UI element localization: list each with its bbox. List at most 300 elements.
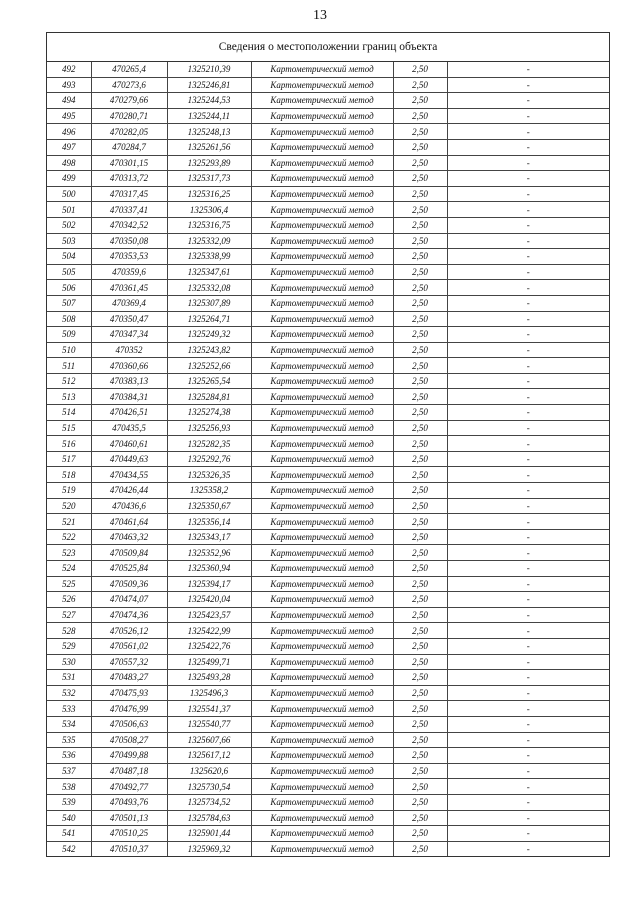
y-coordinate-cell: 1325734,52 bbox=[167, 794, 251, 810]
accuracy-cell: 2,50 bbox=[393, 638, 447, 654]
x-coordinate-cell: 470483,27 bbox=[91, 670, 167, 686]
point-number-cell: 536 bbox=[47, 748, 91, 764]
method-cell: Картометрический метод bbox=[251, 483, 393, 499]
y-coordinate-cell: 1325338,99 bbox=[167, 249, 251, 265]
accuracy-cell: 2,50 bbox=[393, 467, 447, 483]
accuracy-cell: 2,50 bbox=[393, 389, 447, 405]
description-cell: - bbox=[447, 514, 609, 530]
description-cell: - bbox=[447, 451, 609, 467]
y-coordinate-cell: 1325307,89 bbox=[167, 295, 251, 311]
x-coordinate-cell: 470282,05 bbox=[91, 124, 167, 140]
description-cell: - bbox=[447, 841, 609, 856]
table-row bbox=[47, 826, 609, 842]
table-row bbox=[47, 748, 609, 764]
point-number-cell: 525 bbox=[47, 576, 91, 592]
x-coordinate-cell: 470460,61 bbox=[91, 436, 167, 452]
table-row bbox=[47, 342, 609, 358]
x-coordinate-cell: 470474,36 bbox=[91, 607, 167, 623]
accuracy-cell: 2,50 bbox=[393, 498, 447, 514]
x-coordinate-cell: 470435,5 bbox=[91, 420, 167, 436]
accuracy-cell: 2,50 bbox=[393, 264, 447, 280]
point-number-cell: 520 bbox=[47, 498, 91, 514]
description-cell: - bbox=[447, 358, 609, 374]
accuracy-cell: 2,50 bbox=[393, 186, 447, 202]
accuracy-cell: 2,50 bbox=[393, 670, 447, 686]
point-number-cell: 527 bbox=[47, 607, 91, 623]
method-cell: Картометрический метод bbox=[251, 654, 393, 670]
accuracy-cell: 2,50 bbox=[393, 841, 447, 856]
x-coordinate-cell: 470426,44 bbox=[91, 483, 167, 499]
point-number-cell: 495 bbox=[47, 108, 91, 124]
y-coordinate-cell: 1325316,75 bbox=[167, 217, 251, 233]
accuracy-cell: 2,50 bbox=[393, 436, 447, 452]
table-row bbox=[47, 545, 609, 561]
description-cell: - bbox=[447, 202, 609, 218]
table-row bbox=[47, 483, 609, 499]
point-number-cell: 537 bbox=[47, 763, 91, 779]
description-cell: - bbox=[447, 763, 609, 779]
table-row bbox=[47, 779, 609, 795]
point-number-cell: 506 bbox=[47, 280, 91, 296]
x-coordinate-cell: 470284,7 bbox=[91, 139, 167, 155]
accuracy-cell: 2,50 bbox=[393, 420, 447, 436]
accuracy-cell: 2,50 bbox=[393, 280, 447, 296]
description-cell: - bbox=[447, 420, 609, 436]
method-cell: Картометрический метод bbox=[251, 217, 393, 233]
accuracy-cell: 2,50 bbox=[393, 77, 447, 93]
point-number-cell: 493 bbox=[47, 77, 91, 93]
accuracy-cell: 2,50 bbox=[393, 810, 447, 826]
table-row bbox=[47, 77, 609, 93]
y-coordinate-cell: 1325332,09 bbox=[167, 233, 251, 249]
point-number-cell: 512 bbox=[47, 373, 91, 389]
x-coordinate-cell: 470384,31 bbox=[91, 389, 167, 405]
point-number-cell: 511 bbox=[47, 358, 91, 374]
description-cell: - bbox=[447, 607, 609, 623]
method-cell: Картометрический метод bbox=[251, 139, 393, 155]
point-number-cell: 492 bbox=[47, 62, 91, 77]
description-cell: - bbox=[447, 186, 609, 202]
accuracy-cell: 2,50 bbox=[393, 716, 447, 732]
description-cell: - bbox=[447, 576, 609, 592]
accuracy-cell: 2,50 bbox=[393, 405, 447, 421]
x-coordinate-cell: 470499,88 bbox=[91, 748, 167, 764]
method-cell: Картометрический метод bbox=[251, 108, 393, 124]
x-coordinate-cell: 470347,34 bbox=[91, 327, 167, 343]
point-number-cell: 496 bbox=[47, 124, 91, 140]
accuracy-cell: 2,50 bbox=[393, 171, 447, 187]
point-number-cell: 521 bbox=[47, 514, 91, 530]
method-cell: Картометрический метод bbox=[251, 763, 393, 779]
y-coordinate-cell: 1325422,99 bbox=[167, 623, 251, 639]
method-cell: Картометрический метод bbox=[251, 202, 393, 218]
x-coordinate-cell: 470493,76 bbox=[91, 794, 167, 810]
method-cell: Картометрический метод bbox=[251, 327, 393, 343]
table-row bbox=[47, 327, 609, 343]
table-body bbox=[47, 62, 609, 856]
accuracy-cell: 2,50 bbox=[393, 794, 447, 810]
y-coordinate-cell: 1325617,12 bbox=[167, 748, 251, 764]
table-row bbox=[47, 124, 609, 140]
table-row bbox=[47, 311, 609, 327]
method-cell: Картометрический метод bbox=[251, 794, 393, 810]
x-coordinate-cell: 470436,6 bbox=[91, 498, 167, 514]
table-row bbox=[47, 670, 609, 686]
x-coordinate-cell: 470487,18 bbox=[91, 763, 167, 779]
point-number-cell: 531 bbox=[47, 670, 91, 686]
y-coordinate-cell: 1325493,28 bbox=[167, 670, 251, 686]
accuracy-cell: 2,50 bbox=[393, 607, 447, 623]
y-coordinate-cell: 1325541,37 bbox=[167, 701, 251, 717]
point-number-cell: 504 bbox=[47, 249, 91, 265]
description-cell: - bbox=[447, 108, 609, 124]
accuracy-cell: 2,50 bbox=[393, 295, 447, 311]
point-number-cell: 539 bbox=[47, 794, 91, 810]
method-cell: Картометрический метод bbox=[251, 841, 393, 856]
description-cell: - bbox=[447, 732, 609, 748]
y-coordinate-cell: 1325248,13 bbox=[167, 124, 251, 140]
x-coordinate-cell: 470359,6 bbox=[91, 264, 167, 280]
description-cell: - bbox=[447, 701, 609, 717]
x-coordinate-cell: 470337,41 bbox=[91, 202, 167, 218]
accuracy-cell: 2,50 bbox=[393, 451, 447, 467]
y-coordinate-cell: 1325249,32 bbox=[167, 327, 251, 343]
table-row bbox=[47, 794, 609, 810]
table-row bbox=[47, 264, 609, 280]
point-number-cell: 519 bbox=[47, 483, 91, 499]
table-row bbox=[47, 405, 609, 421]
method-cell: Картометрический метод bbox=[251, 436, 393, 452]
y-coordinate-cell: 1325620,6 bbox=[167, 763, 251, 779]
description-cell: - bbox=[447, 389, 609, 405]
description-cell: - bbox=[447, 171, 609, 187]
x-coordinate-cell: 470313,72 bbox=[91, 171, 167, 187]
y-coordinate-cell: 1325347,61 bbox=[167, 264, 251, 280]
y-coordinate-cell: 1325244,53 bbox=[167, 93, 251, 109]
table-row bbox=[47, 139, 609, 155]
point-number-cell: 494 bbox=[47, 93, 91, 109]
table-row bbox=[47, 420, 609, 436]
accuracy-cell: 2,50 bbox=[393, 342, 447, 358]
accuracy-cell: 2,50 bbox=[393, 108, 447, 124]
table-row bbox=[47, 576, 609, 592]
point-number-cell: 529 bbox=[47, 638, 91, 654]
table-row bbox=[47, 514, 609, 530]
table-row bbox=[47, 217, 609, 233]
table-row bbox=[47, 561, 609, 577]
table-row bbox=[47, 155, 609, 171]
x-coordinate-cell: 470369,4 bbox=[91, 295, 167, 311]
point-number-cell: 535 bbox=[47, 732, 91, 748]
description-cell: - bbox=[447, 264, 609, 280]
y-coordinate-cell: 1325496,3 bbox=[167, 685, 251, 701]
point-number-cell: 524 bbox=[47, 561, 91, 577]
y-coordinate-cell: 1325293,89 bbox=[167, 155, 251, 171]
y-coordinate-cell: 1325343,17 bbox=[167, 529, 251, 545]
accuracy-cell: 2,50 bbox=[393, 545, 447, 561]
method-cell: Картометрический метод bbox=[251, 670, 393, 686]
x-coordinate-cell: 470476,99 bbox=[91, 701, 167, 717]
method-cell: Картометрический метод bbox=[251, 592, 393, 608]
point-number-cell: 530 bbox=[47, 654, 91, 670]
y-coordinate-cell: 1325265,54 bbox=[167, 373, 251, 389]
x-coordinate-cell: 470342,52 bbox=[91, 217, 167, 233]
x-coordinate-cell: 470350,08 bbox=[91, 233, 167, 249]
point-number-cell: 532 bbox=[47, 685, 91, 701]
x-coordinate-cell: 470525,84 bbox=[91, 561, 167, 577]
description-cell: - bbox=[447, 77, 609, 93]
accuracy-cell: 2,50 bbox=[393, 748, 447, 764]
description-cell: - bbox=[447, 810, 609, 826]
method-cell: Картометрический метод bbox=[251, 451, 393, 467]
y-coordinate-cell: 1325316,25 bbox=[167, 186, 251, 202]
x-coordinate-cell: 470426,51 bbox=[91, 405, 167, 421]
x-coordinate-cell: 470279,66 bbox=[91, 93, 167, 109]
description-cell: - bbox=[447, 592, 609, 608]
point-number-cell: 517 bbox=[47, 451, 91, 467]
method-cell: Картометрический метод bbox=[251, 155, 393, 171]
y-coordinate-cell: 1325306,4 bbox=[167, 202, 251, 218]
description-cell: - bbox=[447, 373, 609, 389]
x-coordinate-cell: 470526,12 bbox=[91, 623, 167, 639]
description-cell: - bbox=[447, 529, 609, 545]
point-number-cell: 516 bbox=[47, 436, 91, 452]
method-cell: Картометрический метод bbox=[251, 280, 393, 296]
y-coordinate-cell: 1325210,39 bbox=[167, 62, 251, 77]
accuracy-cell: 2,50 bbox=[393, 217, 447, 233]
description-cell: - bbox=[447, 748, 609, 764]
method-cell: Картометрический метод bbox=[251, 342, 393, 358]
description-cell: - bbox=[447, 311, 609, 327]
accuracy-cell: 2,50 bbox=[393, 93, 447, 109]
point-number-cell: 498 bbox=[47, 155, 91, 171]
point-number-cell: 542 bbox=[47, 841, 91, 856]
point-number-cell: 514 bbox=[47, 405, 91, 421]
method-cell: Картометрический метод bbox=[251, 498, 393, 514]
point-number-cell: 526 bbox=[47, 592, 91, 608]
y-coordinate-cell: 1325394,17 bbox=[167, 576, 251, 592]
description-cell: - bbox=[447, 436, 609, 452]
x-coordinate-cell: 470474,07 bbox=[91, 592, 167, 608]
x-coordinate-cell: 470510,25 bbox=[91, 826, 167, 842]
x-coordinate-cell: 470509,84 bbox=[91, 545, 167, 561]
point-number-cell: 518 bbox=[47, 467, 91, 483]
method-cell: Картометрический метод bbox=[251, 124, 393, 140]
accuracy-cell: 2,50 bbox=[393, 311, 447, 327]
accuracy-cell: 2,50 bbox=[393, 155, 447, 171]
accuracy-cell: 2,50 bbox=[393, 514, 447, 530]
method-cell: Картометрический метод bbox=[251, 249, 393, 265]
y-coordinate-cell: 1325352,96 bbox=[167, 545, 251, 561]
table-row bbox=[47, 732, 609, 748]
x-coordinate-cell: 470463,32 bbox=[91, 529, 167, 545]
method-cell: Картометрический метод bbox=[251, 638, 393, 654]
accuracy-cell: 2,50 bbox=[393, 358, 447, 374]
x-coordinate-cell: 470353,53 bbox=[91, 249, 167, 265]
description-cell: - bbox=[447, 670, 609, 686]
accuracy-cell: 2,50 bbox=[393, 592, 447, 608]
table-row bbox=[47, 295, 609, 311]
y-coordinate-cell: 1325326,35 bbox=[167, 467, 251, 483]
description-cell: - bbox=[447, 561, 609, 577]
table-row bbox=[47, 607, 609, 623]
table-row bbox=[47, 451, 609, 467]
accuracy-cell: 2,50 bbox=[393, 654, 447, 670]
y-coordinate-cell: 1325540,77 bbox=[167, 716, 251, 732]
point-number-cell: 499 bbox=[47, 171, 91, 187]
method-cell: Картометрический метод bbox=[251, 826, 393, 842]
x-coordinate-cell: 470510,37 bbox=[91, 841, 167, 856]
description-cell: - bbox=[447, 826, 609, 842]
y-coordinate-cell: 1325261,56 bbox=[167, 139, 251, 155]
table-row bbox=[47, 638, 609, 654]
table-row bbox=[47, 841, 609, 856]
x-coordinate-cell: 470509,36 bbox=[91, 576, 167, 592]
method-cell: Картометрический метод bbox=[251, 420, 393, 436]
method-cell: Картометрический метод bbox=[251, 576, 393, 592]
description-cell: - bbox=[447, 779, 609, 795]
description-cell: - bbox=[447, 498, 609, 514]
y-coordinate-cell: 1325350,67 bbox=[167, 498, 251, 514]
y-coordinate-cell: 1325969,32 bbox=[167, 841, 251, 856]
description-cell: - bbox=[447, 654, 609, 670]
accuracy-cell: 2,50 bbox=[393, 732, 447, 748]
y-coordinate-cell: 1325264,71 bbox=[167, 311, 251, 327]
method-cell: Картометрический метод bbox=[251, 62, 393, 77]
accuracy-cell: 2,50 bbox=[393, 623, 447, 639]
method-cell: Картометрический метод bbox=[251, 358, 393, 374]
description-cell: - bbox=[447, 124, 609, 140]
x-coordinate-cell: 470501,13 bbox=[91, 810, 167, 826]
accuracy-cell: 2,50 bbox=[393, 202, 447, 218]
point-number-cell: 497 bbox=[47, 139, 91, 155]
description-cell: - bbox=[447, 93, 609, 109]
point-number-cell: 507 bbox=[47, 295, 91, 311]
accuracy-cell: 2,50 bbox=[393, 249, 447, 265]
accuracy-cell: 2,50 bbox=[393, 576, 447, 592]
point-number-cell: 501 bbox=[47, 202, 91, 218]
x-coordinate-cell: 470508,27 bbox=[91, 732, 167, 748]
x-coordinate-cell: 470434,55 bbox=[91, 467, 167, 483]
method-cell: Картометрический метод bbox=[251, 685, 393, 701]
x-coordinate-cell: 470350,47 bbox=[91, 311, 167, 327]
y-coordinate-cell: 1325246,81 bbox=[167, 77, 251, 93]
method-cell: Картометрический метод bbox=[251, 732, 393, 748]
y-coordinate-cell: 1325784,63 bbox=[167, 810, 251, 826]
x-coordinate-cell: 470506,63 bbox=[91, 716, 167, 732]
table-row bbox=[47, 358, 609, 374]
accuracy-cell: 2,50 bbox=[393, 826, 447, 842]
accuracy-cell: 2,50 bbox=[393, 561, 447, 577]
x-coordinate-cell: 470301,15 bbox=[91, 155, 167, 171]
description-cell: - bbox=[447, 327, 609, 343]
y-coordinate-cell: 1325332,08 bbox=[167, 280, 251, 296]
table-row bbox=[47, 62, 609, 77]
method-cell: Картометрический метод bbox=[251, 514, 393, 530]
point-number-cell: 541 bbox=[47, 826, 91, 842]
point-number-cell: 500 bbox=[47, 186, 91, 202]
y-coordinate-cell: 1325282,35 bbox=[167, 436, 251, 452]
point-number-cell: 509 bbox=[47, 327, 91, 343]
method-cell: Картометрический метод bbox=[251, 779, 393, 795]
method-cell: Картометрический метод bbox=[251, 607, 393, 623]
method-cell: Картометрический метод bbox=[251, 529, 393, 545]
method-cell: Картометрический метод bbox=[251, 311, 393, 327]
accuracy-cell: 2,50 bbox=[393, 233, 447, 249]
accuracy-cell: 2,50 bbox=[393, 701, 447, 717]
table-row bbox=[47, 716, 609, 732]
description-cell: - bbox=[447, 545, 609, 561]
point-number-cell: 522 bbox=[47, 529, 91, 545]
method-cell: Картометрический метод bbox=[251, 264, 393, 280]
description-cell: - bbox=[447, 249, 609, 265]
x-coordinate-cell: 470383,13 bbox=[91, 373, 167, 389]
description-cell: - bbox=[447, 62, 609, 77]
x-coordinate-cell: 470273,6 bbox=[91, 77, 167, 93]
table-row bbox=[47, 701, 609, 717]
table-row bbox=[47, 623, 609, 639]
table-row bbox=[47, 186, 609, 202]
x-coordinate-cell: 470361,45 bbox=[91, 280, 167, 296]
method-cell: Картометрический метод bbox=[251, 373, 393, 389]
y-coordinate-cell: 1325292,76 bbox=[167, 451, 251, 467]
method-cell: Картометрический метод bbox=[251, 748, 393, 764]
x-coordinate-cell: 470557,32 bbox=[91, 654, 167, 670]
description-cell: - bbox=[447, 483, 609, 499]
table-row bbox=[47, 108, 609, 124]
y-coordinate-cell: 1325356,14 bbox=[167, 514, 251, 530]
y-coordinate-cell: 1325274,38 bbox=[167, 405, 251, 421]
accuracy-cell: 2,50 bbox=[393, 763, 447, 779]
y-coordinate-cell: 1325607,66 bbox=[167, 732, 251, 748]
point-number-cell: 538 bbox=[47, 779, 91, 795]
point-number-cell: 513 bbox=[47, 389, 91, 405]
point-number-cell: 533 bbox=[47, 701, 91, 717]
accuracy-cell: 2,50 bbox=[393, 124, 447, 140]
y-coordinate-cell: 1325284,81 bbox=[167, 389, 251, 405]
table-row bbox=[47, 233, 609, 249]
point-number-cell: 508 bbox=[47, 311, 91, 327]
x-coordinate-cell: 470461,64 bbox=[91, 514, 167, 530]
method-cell: Картометрический метод bbox=[251, 545, 393, 561]
description-cell: - bbox=[447, 405, 609, 421]
y-coordinate-cell: 1325730,54 bbox=[167, 779, 251, 795]
x-coordinate-cell: 470317,45 bbox=[91, 186, 167, 202]
accuracy-cell: 2,50 bbox=[393, 62, 447, 77]
point-number-cell: 523 bbox=[47, 545, 91, 561]
x-coordinate-cell: 470352 bbox=[91, 342, 167, 358]
x-coordinate-cell: 470561,02 bbox=[91, 638, 167, 654]
table-row bbox=[47, 810, 609, 826]
method-cell: Картометрический метод bbox=[251, 171, 393, 187]
method-cell: Картометрический метод bbox=[251, 467, 393, 483]
table-row bbox=[47, 373, 609, 389]
table-row bbox=[47, 763, 609, 779]
point-number-cell: 502 bbox=[47, 217, 91, 233]
accuracy-cell: 2,50 bbox=[393, 373, 447, 389]
table-row bbox=[47, 171, 609, 187]
boundary-points-table bbox=[47, 62, 609, 856]
accuracy-cell: 2,50 bbox=[393, 685, 447, 701]
method-cell: Картометрический метод bbox=[251, 810, 393, 826]
table-row bbox=[47, 389, 609, 405]
method-cell: Картометрический метод bbox=[251, 295, 393, 311]
accuracy-cell: 2,50 bbox=[393, 779, 447, 795]
x-coordinate-cell: 470492,77 bbox=[91, 779, 167, 795]
y-coordinate-cell: 1325358,2 bbox=[167, 483, 251, 499]
table-row bbox=[47, 93, 609, 109]
point-number-cell: 505 bbox=[47, 264, 91, 280]
